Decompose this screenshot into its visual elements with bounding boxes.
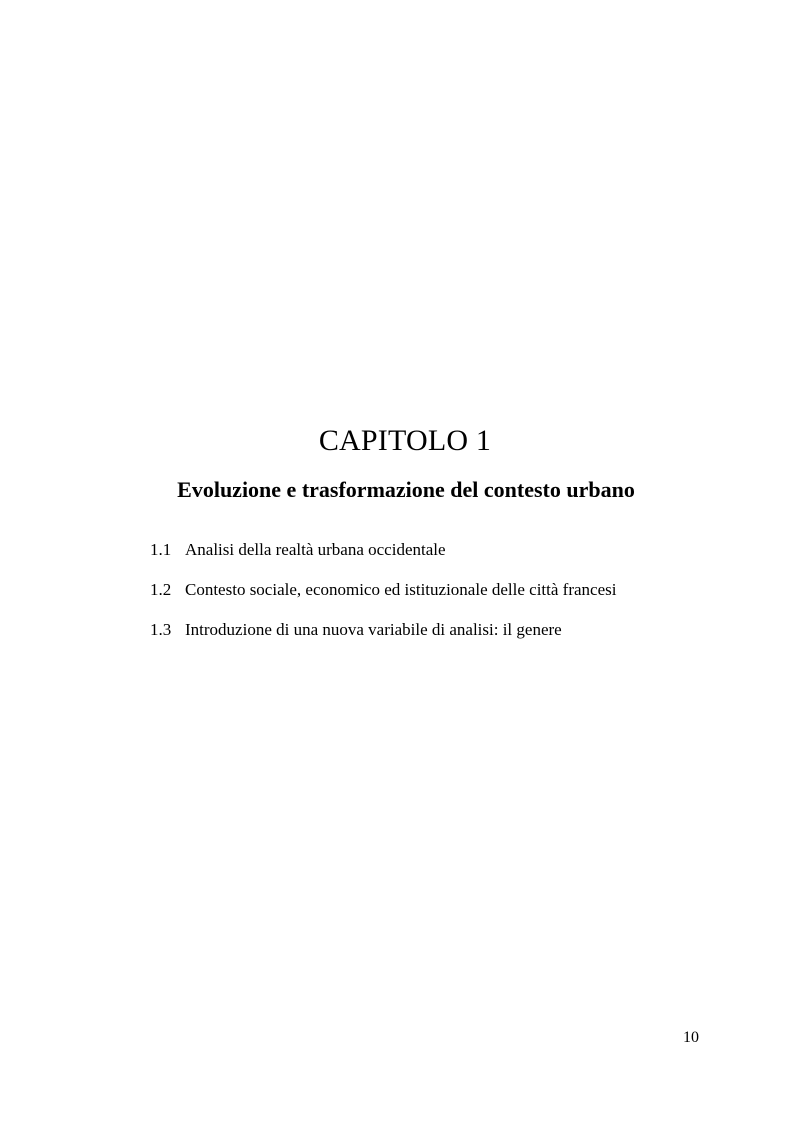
section-item	[150, 620, 616, 660]
page-number: 10	[683, 1029, 699, 1046]
section-item	[150, 580, 616, 620]
section-number: 1.1	[150, 540, 172, 559]
section-list	[150, 540, 616, 660]
section-number: 1.3	[150, 620, 172, 639]
section-item	[150, 540, 616, 580]
section-title: Analisi della realtà urbana occidentale	[185, 540, 446, 559]
section-title: Introduzione di una nuova variabile di analisi: il genere	[185, 620, 562, 639]
section-title: Contesto sociale, economico ed istituzionale delle città francesi	[185, 580, 617, 599]
chapter-title: Evoluzione e trasformazione del contesto urbano	[177, 477, 635, 502]
chapter-label: CAPITOLO 1	[318, 424, 492, 457]
section-number: 1.2	[150, 580, 172, 599]
